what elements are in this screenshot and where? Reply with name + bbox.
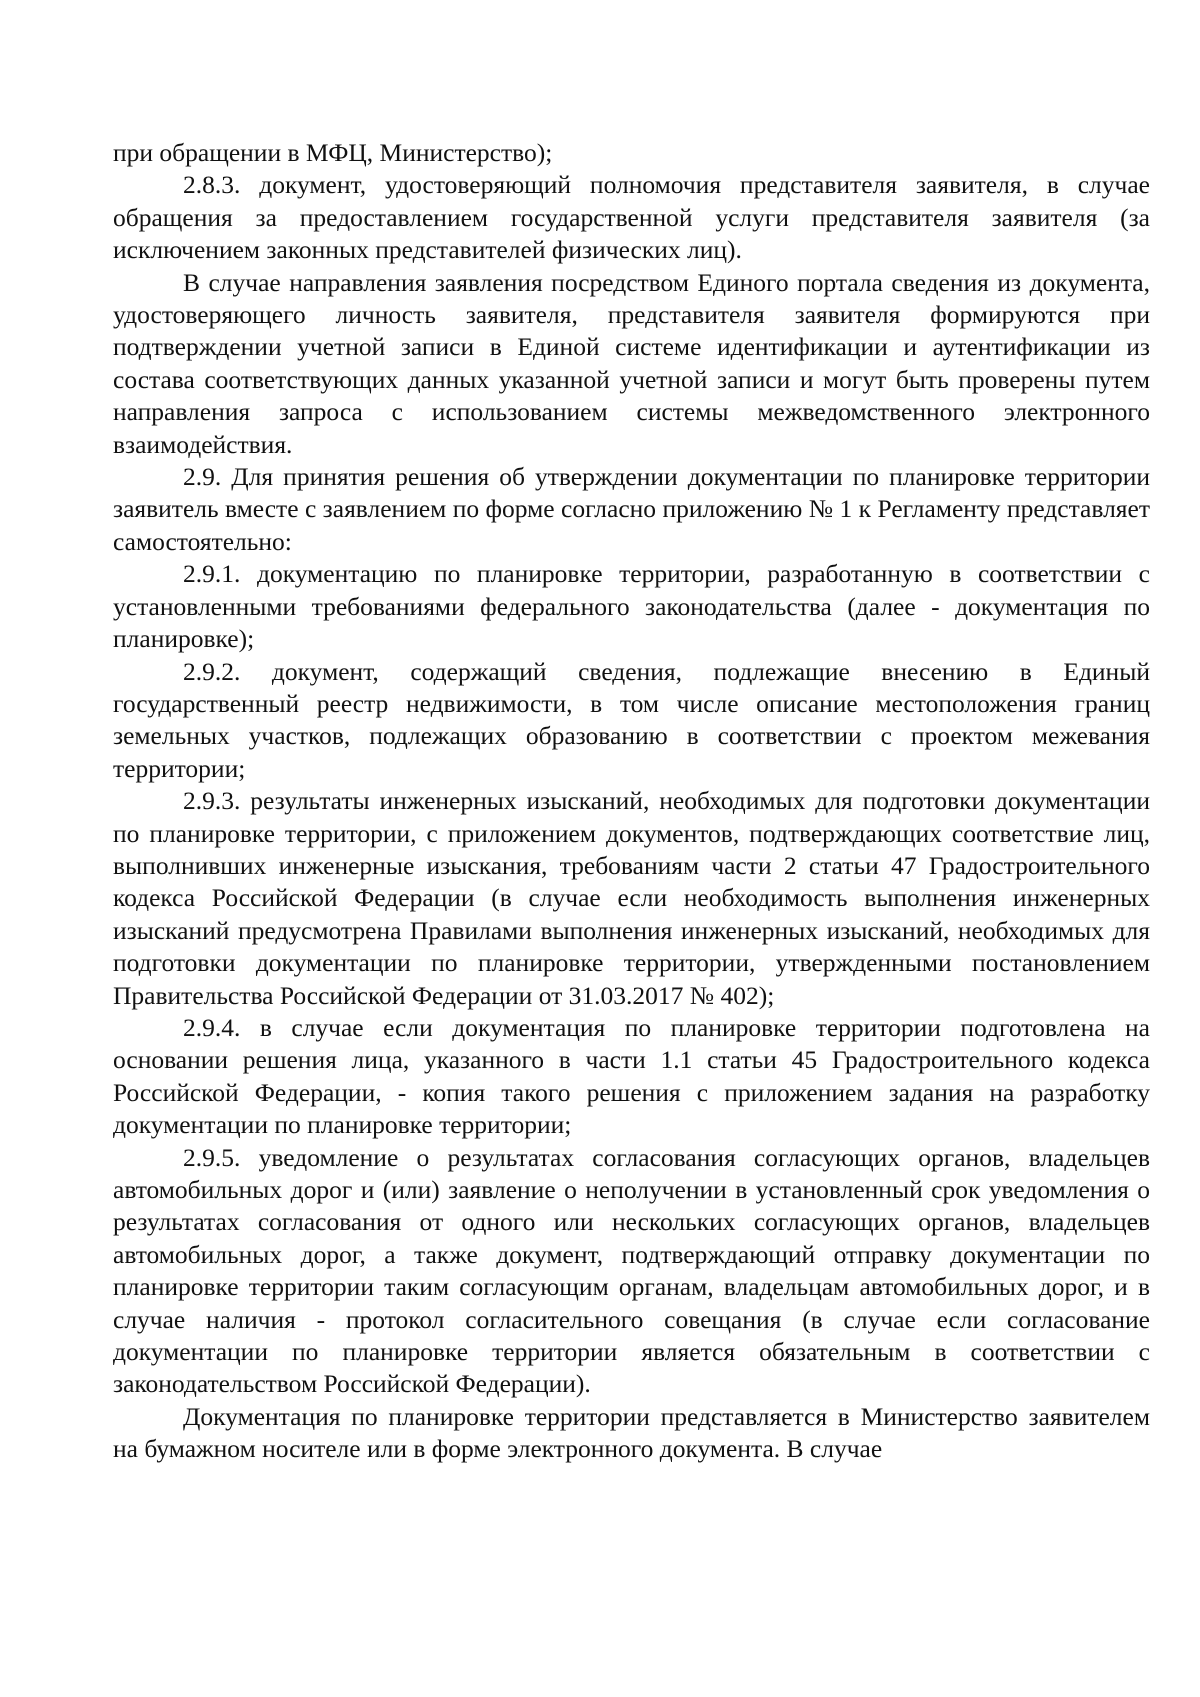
paragraph-2-9-5: 2.9.5. уведомление о результатах согласования согласующих органов, владельцев автомобильных дорог и (или) заявление о неполучении в установленный срок уведомления о результатах согласования от одного или нескольких согласующих органов, владельцев автомобильных дорог, а также документ, подтверждающий отправку документации по планировке территории таким согласующим органам, владельцам автомобильных дорог, и в случае наличия - протокол согласительного совещания (в случае если согласование документации по планировке территории является обязательным в соответствии с законодательством Российской Федерации). [113,1142,1150,1399]
paragraph-2-9-1: 2.9.1. документацию по планировке территории, разработанную в соответствии с установленными требованиями федерального законодательства (далее - документация по планировке); [113,559,1150,654]
document-page [113,137,1150,1466]
paragraph-2-9: 2.9. Для принятия решения об утверждении документации по планировке территории заявитель вместе с заявлением по форме согласно приложению № 1 к Регламенту представляет самостоятельно: [113,462,1150,556]
paragraph-2-8-3: 2.8.3. документ, удостоверяющий полномочия представителя заявителя, в случае обращения за предоставлением государственной услуги представителя заявителя (за исключением законных представителей физических лиц). [113,170,1150,265]
paragraph-2-9-2: 2.9.2. документ, содержащий сведения, подлежащие внесению в Единый государственный реестр недвижимости, в том числе описание местоположения границ земельных участков, подлежащих образованию в соответствии с проектом межевания территории; [113,656,1150,783]
paragraph-2-9-3: 2.9.3. результаты инженерных изысканий, необходимых для подготовки документации по планировке территории, с приложением документов, подтверждающих соответствие лиц, выполнивших инженерные изыскания, требованиям части 2 статьи 47 Градостроительного кодекса Российской Федерации (в случае если необходимость выполнения инженерных изысканий предусмотрена Правилами выполнения инженерных изысканий, необходимых для подготовки документации по планировке территории, утвержденными постановлением Правительства Российской Федерации от 31.03.2017 № 402); [113,786,1150,1010]
paragraph-single-portal: В случае направления заявления посредством Единого портала сведения из документа, удостоверяющего личность заявителя, представителя заявителя формируются при подтверждении учетной записи в Единой системе идентификации и аутентификации из состава соответствующих данных указанной учетной записи и могут быть проверены путем направления запроса с использованием системы межведомственного электронного взаимодействия. [113,267,1150,459]
paragraph-2-9-4: 2.9.4. в случае если документация по планировке территории подготовлена на основании решения лица, указанного в части 1.1 статьи 45 Градостроительного кодекса Российской Федерации, - копия такого решения с приложением задания на разработку документации по планировке территории; [113,1012,1150,1140]
paragraph-continuation: при обращении в МФЦ, Министерство); [113,138,553,167]
paragraph-documentation-submission: Документация по планировке территории представляется в Министерство заявителем на бумажном носителе или в форме электронного документа. В случае [113,1401,1150,1464]
